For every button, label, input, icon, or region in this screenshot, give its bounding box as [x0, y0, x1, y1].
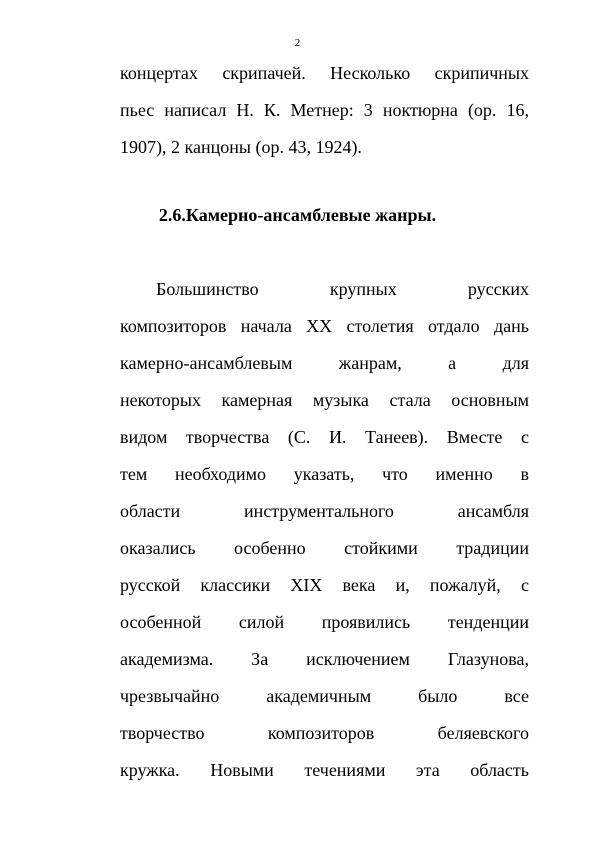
- text-line: камерно-ансамблевым жанрам, а для: [120, 353, 529, 373]
- text-line: пьес написал Н. К. Метнер: 3 ноктюрна (ор. 16,: [120, 100, 529, 120]
- section-heading: 2.6.Камерно-ансамблевые жанры.: [158, 205, 437, 225]
- text-line: кружка. Новыми течениями эта область: [120, 760, 529, 780]
- paragraph-text-block: [120, 271, 529, 789]
- text-line: академизма. За исключением Глазунова,: [120, 649, 529, 669]
- text-line: оказались особенно стойкими традиции: [120, 538, 529, 558]
- text-line: композиторов начала XX столетия отдало дань: [120, 316, 529, 336]
- text-line: концертах скрипачей. Несколько скрипичных: [120, 63, 529, 83]
- intro-text-block: [120, 55, 529, 166]
- text-line: области инструментального ансамбля: [120, 501, 529, 521]
- text-line: 1907), 2 канцоны (ор. 43, 1924).: [120, 137, 362, 157]
- text-line: чрезвычайно академичным было все: [120, 686, 529, 706]
- text-line: видом творчества (С. И. Танеев). Вместе с: [120, 427, 529, 447]
- text-line: некоторых камерная музыка стала основным: [120, 390, 529, 410]
- page-number: 2: [294, 37, 301, 49]
- text-line: русской классики XIX века и, пожалуй, с: [120, 575, 529, 595]
- text-line: творчество композиторов беляевского: [120, 723, 529, 743]
- text-line: тем необходимо указать, что именно в: [120, 464, 529, 484]
- text-line: особенной силой проявились тенденции: [120, 612, 529, 632]
- text-line: Большинство крупных русских: [156, 279, 529, 299]
